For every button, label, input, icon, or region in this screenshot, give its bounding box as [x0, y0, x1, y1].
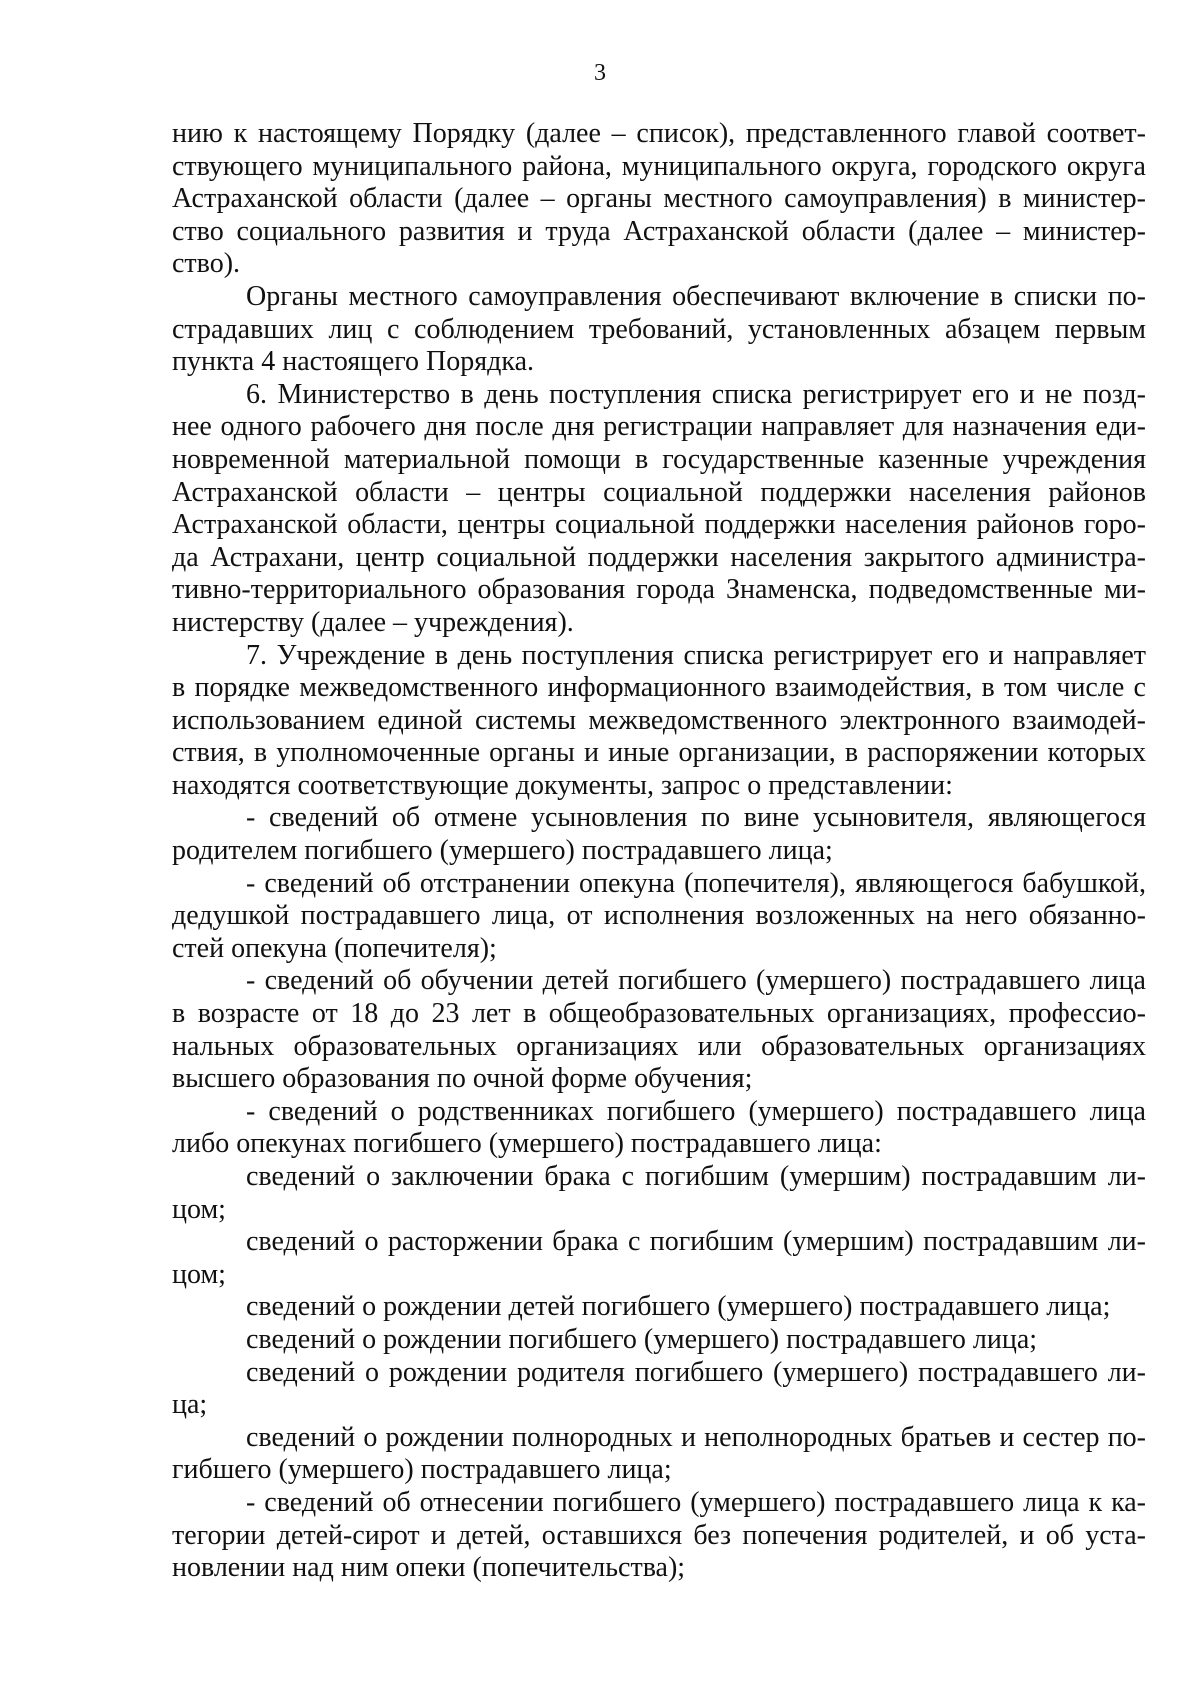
text-line: сведений о рождении погибшего (умершего) пострадавшего лица; — [246, 1323, 1038, 1355]
text-line: высшего образования по очной форме обучения; — [172, 1063, 753, 1095]
text-line: - сведений об обучении детей погибшего (умершего) пострадавшего лица — [246, 965, 1146, 997]
text-line: использованием единой системы межведомственного электронного взаимодей- — [172, 704, 1146, 736]
text-line: пункта 4 настоящего Порядка. — [172, 346, 534, 378]
page-number: 3 — [594, 60, 606, 86]
text-line: нальных образовательных организациях или образовательных организациях — [172, 1030, 1146, 1062]
text-line: новременной материальной помощи в государственные казенные учреждения — [172, 443, 1146, 475]
text-line: - сведений о родственниках погибшего (умершего) пострадавшего лица — [246, 1095, 1146, 1127]
text-line: ство). — [172, 248, 241, 280]
text-line: Астраханской области – центры социальной поддержки населения районов — [172, 476, 1146, 508]
text-line: тивно-территориального образования города Знаменска, подведомственные ми- — [172, 574, 1146, 606]
text-line: сведений о рождении детей погибшего (умершего) пострадавшего лица; — [246, 1291, 1111, 1323]
text-line: сведений о расторжении брака с погибшим (умершим) пострадавшим ли- — [246, 1226, 1146, 1258]
text-line: 6. Министерство в день поступления списка регистрирует его и не позд- — [246, 378, 1146, 410]
text-line: находятся соответствующие документы, запрос о представлении: — [172, 769, 953, 801]
text-line: дедушкой пострадавшего лица, от исполнения возложенных на него обязанно- — [172, 900, 1146, 932]
text-line: в возрасте от 18 до 23 лет в общеобразовательных организациях, профессио- — [172, 998, 1146, 1030]
text-line: нее одного рабочего дня после дня регистрации направляет для назначения еди- — [172, 411, 1146, 443]
text-line: тегории детей-сирот и детей, оставшихся без попечения родителей, и об уста- — [172, 1519, 1146, 1551]
text-line: в порядке межведомственного информационного взаимодействия, в том числе с — [172, 672, 1146, 704]
text-line: - сведений об отнесении погибшего (умершего) пострадавшего лица к ка- — [246, 1486, 1146, 1518]
text-line: стей опекуна (попечителя); — [172, 932, 497, 964]
text-line: Органы местного самоуправления обеспечивают включение в списки по- — [246, 280, 1146, 312]
text-line: Астраханской области (далее – органы местного самоуправления) в министер- — [172, 183, 1146, 215]
text-line: цом; — [172, 1258, 226, 1290]
text-line: да Астрахани, центр социальной поддержки населения закрытого администра- — [172, 541, 1146, 573]
text-line: цом; — [172, 1193, 226, 1225]
text-line: 7. Учреждение в день поступления списка регистрирует его и направляет — [246, 639, 1146, 671]
text-line: - сведений об отмене усыновления по вине усыновителя, являющегося — [246, 802, 1146, 834]
text-line: страдавших лиц с соблюдением требований, установленных абзацем первым — [172, 313, 1146, 345]
text-line: сведений о заключении брака с погибшим (умершим) пострадавшим ли- — [246, 1161, 1146, 1192]
text-line: ствия, в уполномоченные органы и иные организации, в распоряжении которых — [172, 737, 1146, 769]
text-line: сведений о рождении родителя погибшего (умершего) пострадавшего ли- — [246, 1356, 1146, 1388]
text-line: сведений о рождении полнородных и неполнородных братьев и сестер по- — [246, 1421, 1146, 1453]
text-line: нистерству (далее – учреждения). — [172, 606, 574, 638]
text-line: либо опекунах погибшего (умершего) пострадавшего лица: — [172, 1128, 882, 1160]
document-body — [172, 118, 1146, 1585]
text-line: родителем погибшего (умершего) пострадавшего лица; — [172, 835, 833, 867]
text-line: гибшего (умершего) пострадавшего лица; — [172, 1454, 672, 1486]
text-line: Астраханской области, центры социальной поддержки населения районов горо- — [172, 509, 1146, 541]
text-line: нию к настоящему Порядку (далее – список), представленного главой соответ- — [172, 118, 1146, 149]
text-line: новлении над ним опеки (попечительства); — [172, 1552, 686, 1584]
text-line: ствующего муниципального района, муниципального округа, городского округа — [172, 150, 1146, 182]
text-line: - сведений об отстранении опекуна (попечителя), являющегося бабушкой, — [246, 867, 1146, 899]
text-line: ца; — [172, 1389, 208, 1421]
text-line: ство социального развития и труда Астраханской области (далее – министер- — [172, 215, 1146, 247]
